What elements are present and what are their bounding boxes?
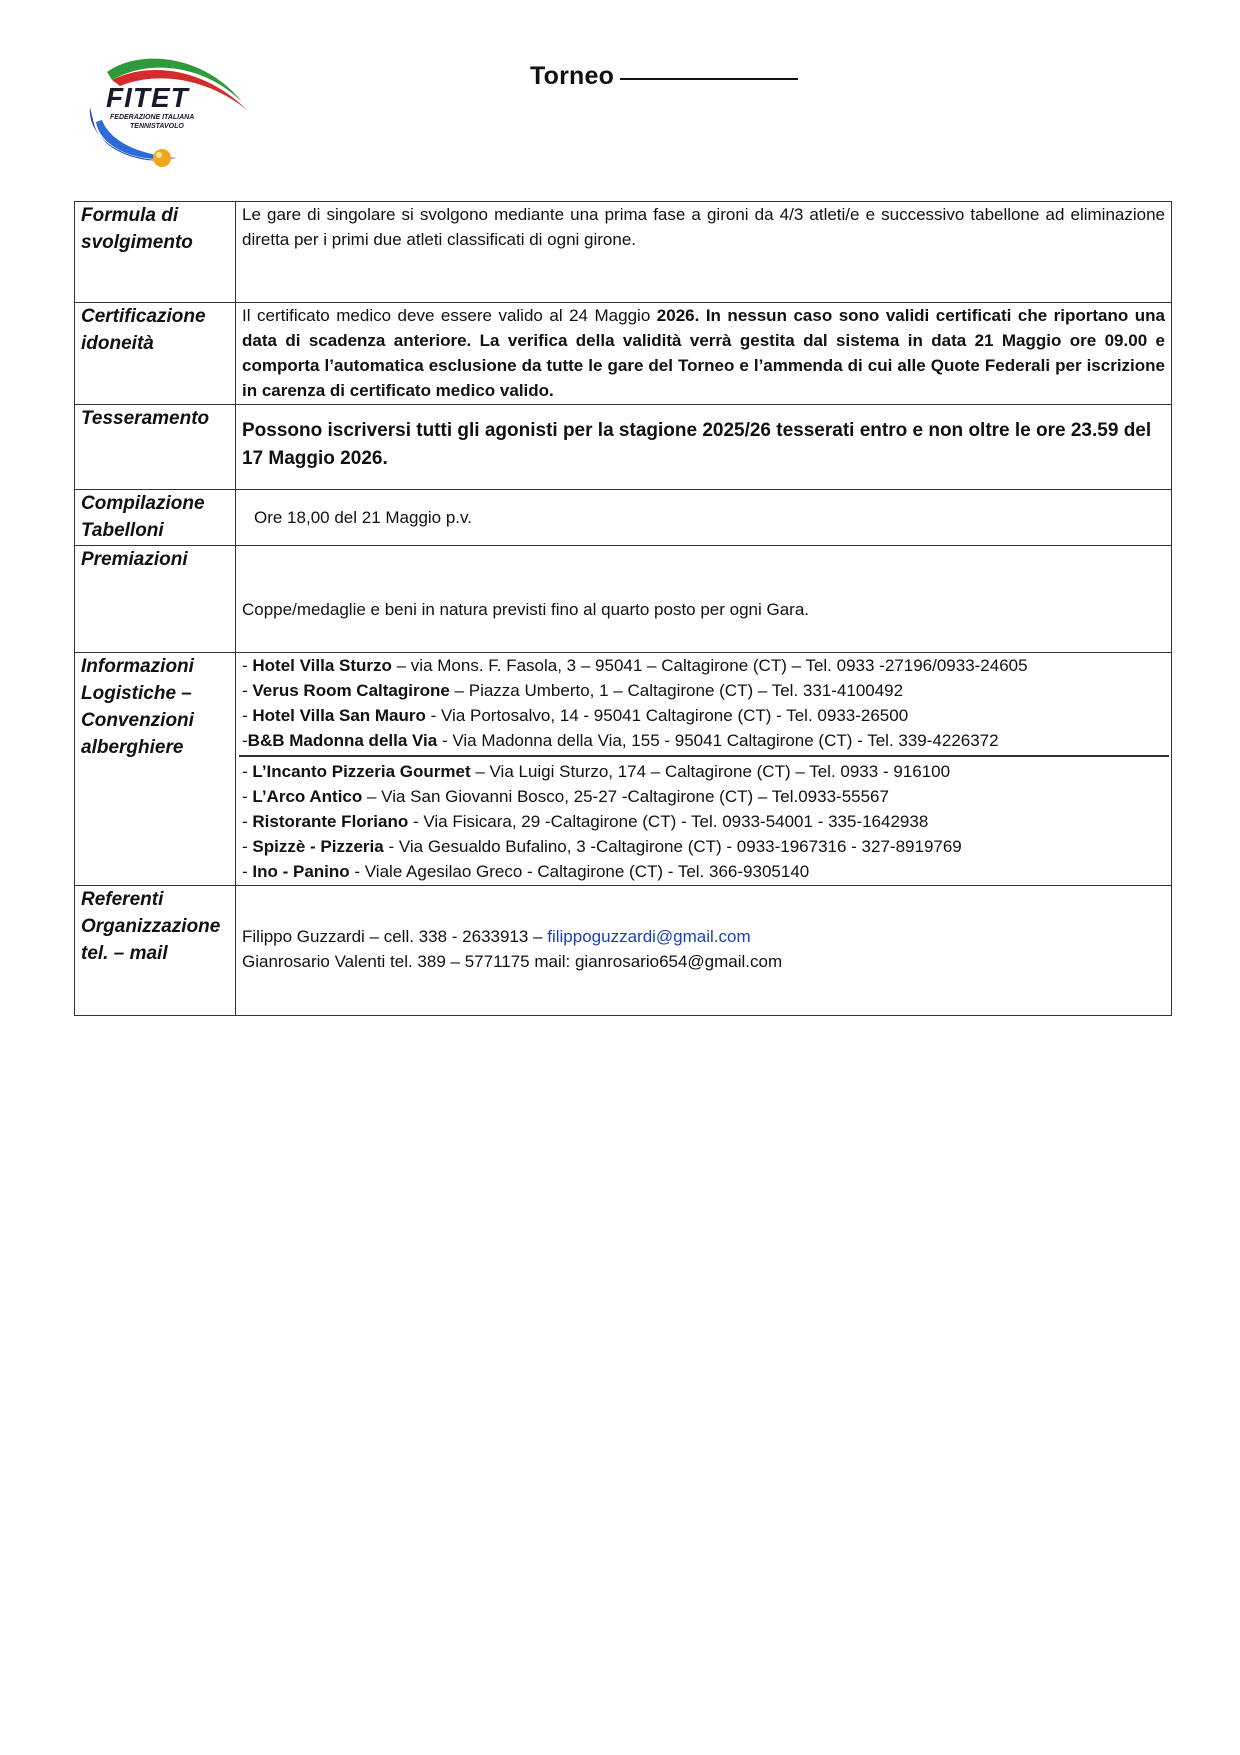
restaurant-item bbox=[242, 859, 1165, 884]
hotel-prefix: - bbox=[242, 731, 248, 750]
restaurant-list bbox=[242, 759, 1165, 884]
hotel-name: Verus Room Caltagirone bbox=[252, 681, 450, 700]
hotel-name: B&B Madonna della Via bbox=[247, 731, 438, 750]
title-text: Torneo bbox=[530, 62, 615, 90]
hotel-prefix: - bbox=[242, 706, 253, 725]
value-formula: Le gare di singolare si svolgono mediante una prima fase a gironi da 4/3 atleti/e e successivo tabellone ad eliminazione diretta per i primi due atleti classificati di ogni girone. bbox=[236, 202, 1172, 303]
hotel-name: Hotel Villa San Mauro bbox=[252, 706, 426, 725]
restaurant-item bbox=[242, 834, 1165, 859]
value-logistica bbox=[236, 653, 1172, 886]
restaurant-details: - Viale Agesilao Greco - Caltagirone (CT) - Tel. 366-9305140 bbox=[349, 862, 810, 881]
row-compilazione bbox=[75, 490, 1172, 546]
logo-subtitle-2: TENNISTAVOLO bbox=[130, 123, 184, 130]
restaurant-name: L’Arco Antico bbox=[252, 787, 363, 806]
hotel-details: – Piazza Umberto, 1 – Caltagirone (CT) – Tel. 331-4100492 bbox=[449, 681, 904, 700]
hotel-details: - Via Madonna della Via, 155 - 95041 Caltagirone (CT) - Tel. 339-4226372 bbox=[437, 731, 999, 750]
hotel-item bbox=[242, 728, 1165, 753]
restaurant-prefix: - bbox=[242, 787, 253, 806]
restaurant-name: L’Incanto Pizzeria Gourmet bbox=[252, 762, 471, 781]
value-referenti bbox=[236, 886, 1172, 1016]
label-compilazione: Compilazione Tabelloni bbox=[75, 490, 236, 546]
referente-1-email-link[interactable]: filippoguzzardi@gmail.com bbox=[547, 927, 751, 946]
fitet-logo bbox=[82, 52, 254, 174]
label-premiazioni: Premiazioni bbox=[75, 546, 236, 653]
restaurant-name: Ino - Panino bbox=[252, 862, 350, 881]
hotel-details: - Via Portosalvo, 14 - 95041 Caltagirone (CT) - Tel. 0933-26500 bbox=[425, 706, 909, 725]
restaurant-item bbox=[242, 809, 1165, 834]
logo-subtitle-1: FEDERAZIONE ITALIANA bbox=[110, 114, 195, 121]
restaurant-details: – Via Luigi Sturzo, 174 – Caltagirone (CT) – Tel. 0933 - 916100 bbox=[470, 762, 951, 781]
certificazione-text-bold: 2026. In nessun caso sono validi certificati che riportano una data di scadenza anteriore. La verifica della validità verrà gestita dal sistema in data 21 Maggio ore 09.00 e comporta l’automatica esclusione da tutte le gare del Torneo e l’ammenda di cui alle Quote Federali per iscrizione in carenza di certificato medico valido. bbox=[242, 306, 1166, 400]
value-tesseramento: Possono iscriversi tutti gli agonisti per la stagione 2025/26 tesserati entro e non oltre le ore 23.59 del 17 Maggio 2026. bbox=[236, 405, 1172, 490]
hotel-item bbox=[242, 678, 1165, 703]
label-formula: Formula di svolgimento bbox=[75, 202, 236, 303]
hotel-prefix: - bbox=[242, 681, 253, 700]
row-certificazione bbox=[75, 303, 1172, 405]
restaurant-details: – Via San Giovanni Bosco, 25-27 -Caltagirone (CT) – Tel.0933-55567 bbox=[362, 787, 889, 806]
section-divider bbox=[239, 755, 1169, 757]
restaurant-prefix: - bbox=[242, 812, 253, 831]
restaurant-prefix: - bbox=[242, 862, 253, 881]
restaurant-details: - Via Gesualdo Bufalino, 3 -Caltagirone (CT) - 0933-1967316 - 327-8919769 bbox=[383, 837, 962, 856]
hotel-item bbox=[242, 653, 1165, 678]
value-compilazione: Ore 18,00 del 21 Maggio p.v. bbox=[236, 490, 1172, 546]
certificazione-text-plain: Il certificato medico deve essere valido al 24 Maggio bbox=[242, 306, 657, 325]
restaurant-item bbox=[242, 784, 1165, 809]
label-certificazione: Certificazione idoneità bbox=[75, 303, 236, 405]
restaurant-prefix: - bbox=[242, 837, 253, 856]
restaurant-name: Spizzè - Pizzeria bbox=[252, 837, 384, 856]
page-title bbox=[530, 62, 798, 91]
label-referenti: Referenti Organizzazione tel. – mail bbox=[75, 886, 236, 1016]
value-certificazione bbox=[236, 303, 1172, 405]
logo-wordmark: FITET bbox=[106, 82, 189, 113]
row-logistica bbox=[75, 653, 1172, 886]
restaurant-item bbox=[242, 759, 1165, 784]
row-formula bbox=[75, 202, 1172, 303]
hotel-details: – via Mons. F. Fasola, 3 – 95041 – Caltagirone (CT) – Tel. 0933 -27196/0933-24605 bbox=[391, 656, 1028, 675]
referente-1-text: Filippo Guzzardi – cell. 338 - 2633913 – bbox=[242, 927, 548, 946]
tournament-info-table bbox=[74, 201, 1172, 1016]
label-tesseramento: Tesseramento bbox=[75, 405, 236, 490]
hotel-prefix: - bbox=[242, 656, 253, 675]
value-premiazioni: Coppe/medaglie e beni in natura previsti fino al quarto posto per ogni Gara. bbox=[236, 546, 1172, 653]
restaurant-name: Ristorante Floriano bbox=[252, 812, 409, 831]
referente-2: Gianrosario Valenti tel. 389 – 5771175 mail: gianrosario654@gmail.com bbox=[242, 952, 783, 971]
row-referenti bbox=[75, 886, 1172, 1016]
title-blank-line bbox=[620, 78, 798, 80]
label-logistica: Informazioni Logistiche – Convenzioni alberghiere bbox=[75, 653, 236, 886]
hotel-item bbox=[242, 703, 1165, 728]
restaurant-details: - Via Fisicara, 29 -Caltagirone (CT) - Tel. 0933-54001 - 335-1642938 bbox=[408, 812, 929, 831]
hotel-list bbox=[242, 653, 1165, 753]
referente-1 bbox=[242, 924, 1165, 949]
hotel-name: Hotel Villa Sturzo bbox=[252, 656, 392, 675]
restaurant-prefix: - bbox=[242, 762, 253, 781]
row-premiazioni bbox=[75, 546, 1172, 653]
row-tesseramento bbox=[75, 405, 1172, 490]
